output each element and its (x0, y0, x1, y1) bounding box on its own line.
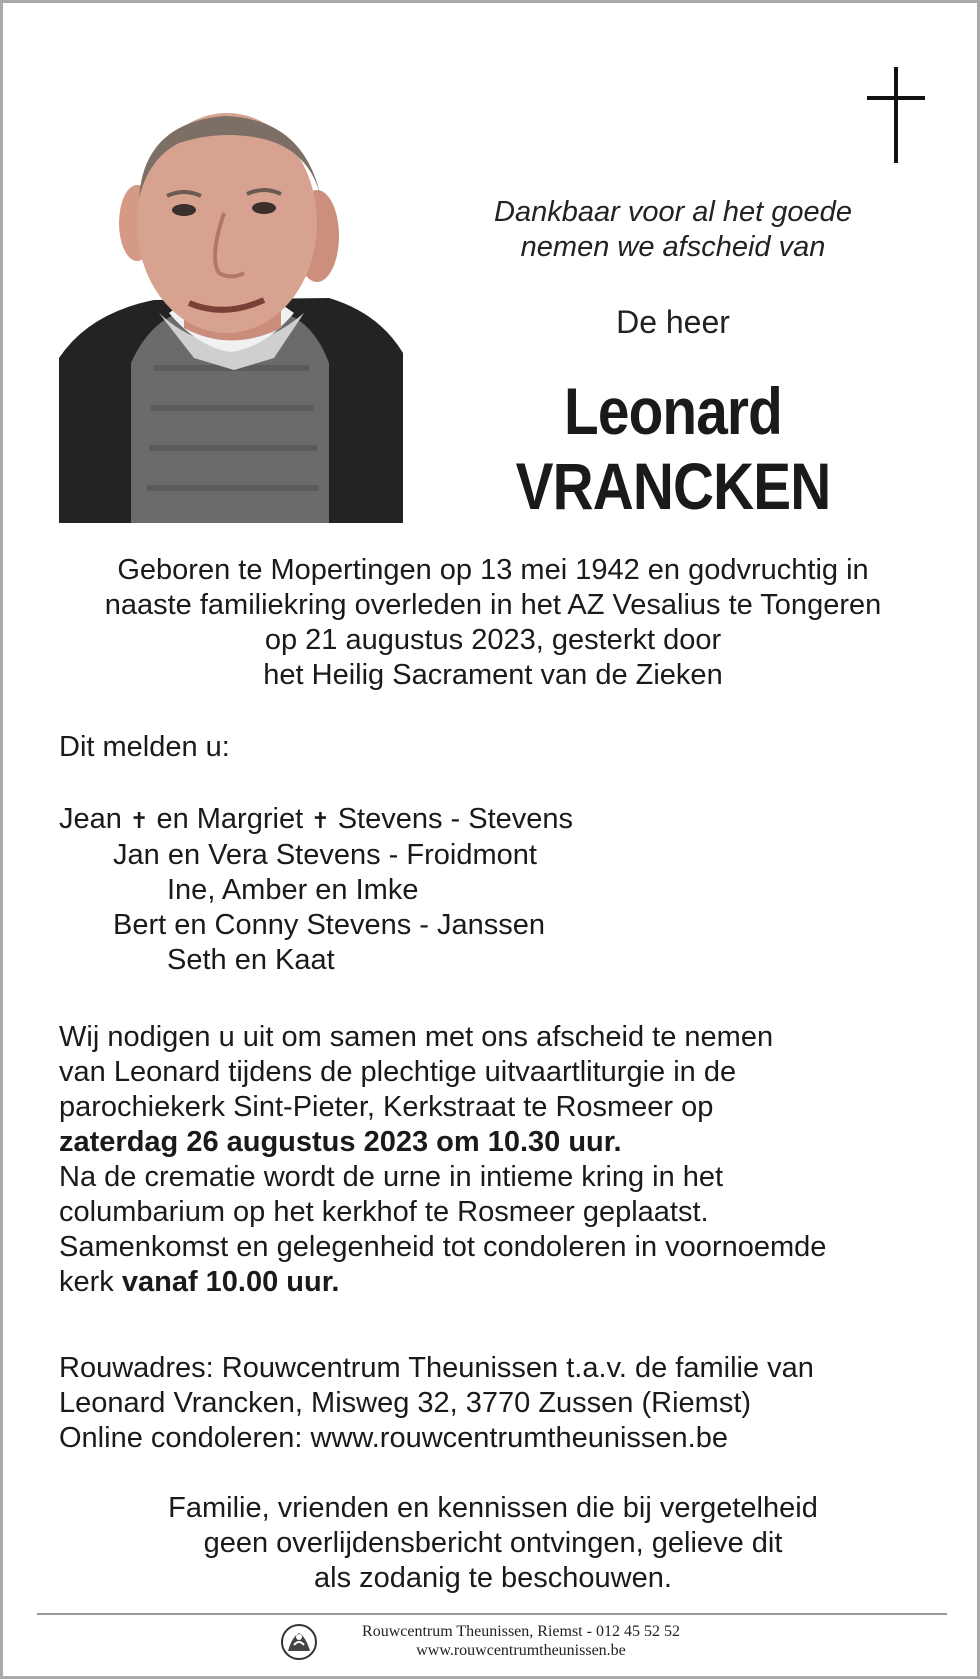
family-name: en Margriet (156, 803, 304, 835)
funeral-home-logo-icon (280, 1623, 318, 1661)
family-row-child: Bert en Conny Stevens - Janssen (113, 909, 546, 941)
deceased-cross-icon: ✝ (129, 808, 149, 833)
portrait-illustration (59, 108, 403, 523)
invite-line (59, 1265, 939, 1300)
contact-info (59, 1351, 814, 1456)
closing-line: als zodanig te beschouwen. (314, 1562, 672, 1594)
bio-line: Geboren te Mopertingen op 13 mei 1942 en godvruchtig in (117, 554, 869, 586)
family-row-parents (59, 802, 573, 838)
bio-line: op 21 augustus 2023, gesterkt door (264, 624, 722, 656)
invite-line: van Leonard tijdens de plechtige uitvaartliturgie in de (59, 1056, 737, 1088)
invite-line: Na de crematie wordt de urne in intieme kring in het (59, 1161, 724, 1193)
family-row-grandchildren: Ine, Amber en Imke (167, 874, 419, 906)
bio-line: het Heilig Sacrament van de Zieken (263, 659, 723, 691)
biography (43, 553, 943, 693)
first-name: Leonard (564, 374, 782, 448)
bio-line: naaste familiekring overleden in het AZ Vesalius te Tongeren (104, 589, 882, 621)
honorific: De heer (616, 304, 730, 340)
footer-text (321, 1622, 721, 1660)
closing-note (43, 1491, 943, 1596)
invite-prefix: kerk (59, 1266, 114, 1298)
family-name: Stevens - Stevens (337, 803, 574, 835)
intro-line: nemen we afscheid van (520, 231, 826, 263)
intro-line: Dankbaar voor al het goede (494, 196, 852, 228)
footer-company: Rouwcentrum Theunissen, Riemst - 012 45 52 52 (362, 1623, 680, 1640)
invite-line: parochiekerk Sint-Pieter, Kerkstraat te Rosmeer op (59, 1091, 714, 1123)
mourning-address: Leonard Vrancken, Misweg 32, 3770 Zussen (Riemst) (59, 1387, 752, 1419)
invite-line: Samenkomst en gelegenheid tot condoleren in voornoemde (59, 1231, 827, 1263)
footer-divider (37, 1613, 947, 1615)
family-name: Jean (59, 803, 122, 835)
invite-line: Wij nodigen u uit om samen met ons afscheid te nemen (59, 1021, 774, 1053)
funeral-date-time: zaterdag 26 augustus 2023 om 10.30 uur. (59, 1126, 622, 1158)
family-row-grandchildren: Seth en Kaat (167, 944, 335, 976)
online-condolence: Online condoleren: www.rouwcentrumtheunissen.be (59, 1422, 728, 1454)
intro-text (443, 195, 903, 265)
family-list (59, 802, 573, 978)
family-row-child: Jan en Vera Stevens - Froidmont (113, 839, 537, 871)
portrait-photo (59, 108, 403, 523)
cross-icon (867, 67, 925, 163)
last-name: VRANCKEN (515, 449, 831, 523)
closing-line: geen overlijdensbericht ontvingen, gelieve dit (203, 1527, 783, 1559)
invite-line: columbarium op het kerkhof te Rosmeer geplaatst. (59, 1196, 709, 1228)
deceased-cross-icon: ✝ (311, 808, 330, 833)
funeral-invitation (59, 1020, 939, 1300)
closing-line: Familie, vrienden en kennissen die bij vergetelheid (168, 1492, 818, 1524)
footer-website: www.rouwcentrumtheunissen.be (416, 1642, 626, 1659)
mourning-address: Rouwadres: Rouwcentrum Theunissen t.a.v. de familie van (59, 1352, 814, 1384)
announce-text: Dit melden u: (59, 731, 230, 763)
condolence-time: vanaf 10.00 uur. (121, 1266, 340, 1298)
